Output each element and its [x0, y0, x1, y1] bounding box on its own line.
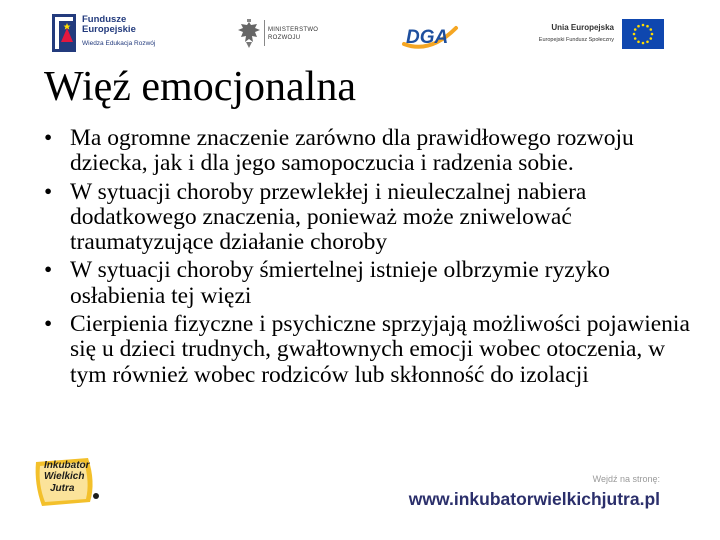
- inkubator-line3: Jutra: [50, 483, 75, 494]
- eu-flag-icon: [622, 19, 664, 49]
- unia-europejska-logo: [524, 17, 664, 53]
- fundusze-europejskie-mark-icon: [52, 14, 76, 52]
- fundusze-europejskie-logo: [52, 12, 182, 56]
- dga-logo: [400, 20, 460, 52]
- bullet-text: Cierpienia fizyczne i psychiczne sprzyjają możliwości pojawienia się u dzieci trudnych, gwałtownych emocji wobec otoczenia, w tym również wobec rodziców lub skłonność do izolacji: [70, 311, 690, 388]
- dga-text: DGA: [406, 27, 449, 48]
- polish-eagle-icon: [236, 18, 262, 50]
- slide-title: Więź emocjonalna: [44, 64, 356, 110]
- bullet-text: Ma ogromne znaczenie zarówno dla prawidłowego rozwoju dziecka, jak i dla jego samopoczucia i radzenia sobie.: [70, 125, 634, 177]
- inkubator-line2: Wielkich: [44, 471, 85, 482]
- ministerstwo-line2: ROZWOJU: [268, 35, 301, 41]
- bullet-text: W sytuacji choroby przewlekłej i nieuleczalnej nabiera dodatkowego znaczenia, ponieważ może zniwelować traumatyzujące działanie choroby: [70, 178, 587, 256]
- visit-label: Wejdź na stronę:: [592, 474, 660, 484]
- bullet-item: [44, 258, 694, 309]
- bullet-item: [44, 126, 694, 177]
- bullet-dot: •: [44, 125, 53, 151]
- unia-line2: Europejski Fundusz Społeczny: [538, 37, 614, 43]
- fundusze-line1: Fundusze: [82, 14, 127, 25]
- ministerstwo-separator: [264, 20, 265, 46]
- bullet-dot: •: [44, 257, 53, 284]
- ministerstwo-rozwoju-logo: [236, 18, 336, 54]
- bullet-dot: •: [44, 178, 53, 205]
- logo-bar: [0, 0, 720, 62]
- fundusze-line2: Europejskie: [82, 24, 136, 35]
- bullet-list: [44, 126, 694, 391]
- bullet-dot: •: [44, 311, 53, 338]
- bullet-text: W sytuacji choroby śmiertelnej istnieje olbrzymie ryzyko osłabienia tej więzi: [70, 257, 610, 309]
- ministerstwo-line1: MINISTERSTWO: [268, 27, 319, 33]
- bullet-item: [44, 180, 694, 256]
- inkubator-logo: [30, 452, 110, 514]
- bullet-item: [44, 312, 694, 388]
- fundusze-line3: Wiedza Edukacja Rozwój: [82, 40, 156, 47]
- inkubator-line1: Inkubator: [44, 460, 90, 471]
- unia-line1: Unia Europejska: [551, 23, 614, 32]
- website-link[interactable]: www.inkubatorwielkichjutra.pl: [408, 489, 660, 509]
